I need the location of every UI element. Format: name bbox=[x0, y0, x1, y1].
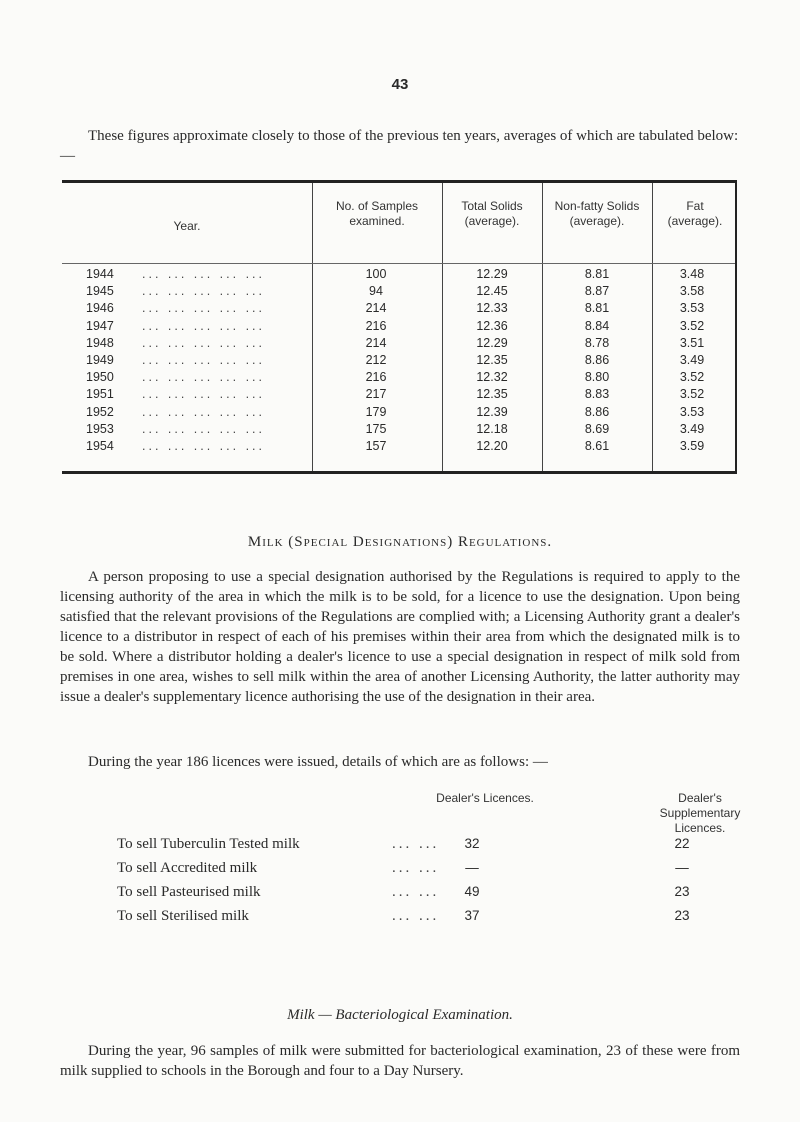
cell-nonfat: 8.69 bbox=[584, 421, 610, 436]
cell-samples: 100 bbox=[365, 267, 387, 281]
leader-dots: ... ... bbox=[392, 860, 440, 876]
licence-supplementary: 22 bbox=[674, 836, 690, 851]
licence-label: To sell Accredited milk bbox=[117, 860, 258, 876]
cell-year: 1944 bbox=[86, 267, 114, 281]
cell-fat: 3.59 bbox=[679, 439, 705, 453]
cell-total: 12.36 bbox=[476, 318, 508, 333]
header-fat: Fat (average). bbox=[667, 199, 723, 228]
cell-year: 1951 bbox=[86, 387, 114, 402]
cell-nonfat: 8.81 bbox=[584, 301, 610, 316]
cell-fat: 3.53 bbox=[679, 404, 705, 419]
table-row bbox=[62, 319, 735, 336]
cell-samples: 175 bbox=[365, 421, 387, 436]
licence-supplementary: 23 bbox=[674, 884, 690, 899]
leader-dots: ... ... ... ... ... bbox=[142, 370, 265, 385]
licence-supplementary: 23 bbox=[674, 908, 690, 923]
licence-row bbox=[117, 884, 717, 906]
cell-samples: 216 bbox=[365, 370, 387, 385]
cell-samples: 217 bbox=[365, 387, 387, 402]
cell-fat: 3.49 bbox=[679, 353, 705, 367]
cell-total: 12.32 bbox=[476, 370, 508, 385]
cell-total: 12.35 bbox=[476, 353, 508, 367]
licence-row bbox=[117, 860, 717, 882]
table-row bbox=[62, 439, 735, 456]
leader-dots: ... ... ... ... ... bbox=[142, 301, 265, 316]
header-divider bbox=[62, 263, 735, 264]
table-row bbox=[62, 387, 735, 404]
cell-samples: 214 bbox=[365, 301, 387, 316]
header-total-solids: Total Solids (average). bbox=[461, 199, 523, 228]
cell-fat: 3.52 bbox=[679, 318, 705, 333]
milk-averages-table bbox=[62, 180, 737, 474]
cell-total: 12.45 bbox=[476, 284, 508, 299]
header-year: Year. bbox=[173, 219, 201, 233]
table-row bbox=[62, 336, 735, 353]
cell-year: 1947 bbox=[86, 318, 114, 333]
leader-dots: ... ... ... ... ... bbox=[142, 284, 265, 299]
table-row bbox=[62, 422, 735, 439]
leader-dots: ... ... ... ... ... bbox=[142, 335, 265, 350]
regulations-paragraph: A person proposing to use a special designation authorised by the Regulations is required to apply to the licensing authority of the area in which the milk is to be sold, for a licence to use the designation. Upon being satisfied that the relevant provisions of the Regulations are complied with; a Licensing Authority grant a dealer's licence to a distributor in respect of each of his premises within their area from which the designated milk is to be sold. Where a distributor holding a dealer's licence to use a special designation in respect of milk sold from premises in one area, wishes to sell milk within the area of another Licensing Authority, the latter authority may issue a dealer's supplementary licence authorising the use of the designation in their area. bbox=[60, 569, 740, 705]
header-supplementary-licences: Dealer's Supplementary Licences. bbox=[659, 791, 741, 835]
cell-total: 12.29 bbox=[476, 267, 508, 281]
header-dealers-licences: Dealer's Licences. bbox=[436, 791, 534, 805]
leader-dots: ... ... ... ... ... bbox=[142, 353, 265, 367]
cell-year: 1953 bbox=[86, 421, 114, 436]
cell-fat: 3.58 bbox=[679, 284, 705, 299]
table-row bbox=[62, 353, 735, 370]
licence-row bbox=[117, 836, 717, 858]
cell-total: 12.18 bbox=[476, 421, 508, 436]
cell-nonfat: 8.86 bbox=[584, 353, 610, 367]
licence-dealer: — bbox=[465, 860, 479, 875]
licences-intro-paragraph: During the year 186 licences were issued, details of which are as follows: — bbox=[88, 754, 548, 770]
cell-samples: 179 bbox=[365, 404, 387, 419]
cell-fat: 3.52 bbox=[679, 387, 705, 402]
licence-label: To sell Tuberculin Tested milk bbox=[117, 836, 300, 852]
intro-paragraph: These figures approximate closely to those of the previous ten years, averages of which are tabulated below: — bbox=[60, 128, 739, 164]
cell-nonfat: 8.61 bbox=[584, 439, 610, 453]
licence-label: To sell Pasteurised milk bbox=[117, 884, 261, 900]
leader-dots: ... ... ... ... ... bbox=[142, 404, 265, 419]
leader-dots: ... ... bbox=[392, 884, 440, 900]
licence-dealer: 49 bbox=[464, 884, 480, 899]
cell-total: 12.39 bbox=[476, 404, 508, 419]
cell-samples: 157 bbox=[365, 439, 387, 453]
cell-total: 12.33 bbox=[476, 301, 508, 316]
cell-nonfat: 8.87 bbox=[584, 284, 610, 299]
table-row bbox=[62, 267, 735, 284]
cell-fat: 3.51 bbox=[679, 335, 705, 350]
leader-dots: ... ... ... ... ... bbox=[142, 421, 265, 436]
cell-nonfat: 8.80 bbox=[584, 370, 610, 385]
cell-samples: 214 bbox=[365, 335, 387, 350]
table-row bbox=[62, 370, 735, 387]
cell-year: 1946 bbox=[86, 301, 114, 316]
licence-dealer: 32 bbox=[464, 836, 480, 851]
leader-dots: ... ... bbox=[392, 908, 440, 924]
cell-year: 1952 bbox=[86, 404, 114, 419]
cell-fat: 3.53 bbox=[679, 301, 705, 316]
subtitle: Milk — Bacteriological Examination. bbox=[287, 1007, 513, 1023]
cell-samples: 94 bbox=[369, 284, 383, 299]
cell-nonfat: 8.86 bbox=[584, 404, 610, 419]
cell-fat: 3.48 bbox=[679, 267, 705, 281]
leader-dots: ... ... ... ... ... bbox=[142, 267, 265, 281]
cell-samples: 216 bbox=[365, 318, 387, 333]
cell-fat: 3.49 bbox=[679, 421, 705, 436]
cell-nonfat: 8.83 bbox=[584, 387, 610, 402]
licence-row bbox=[117, 908, 717, 930]
cell-nonfat: 8.84 bbox=[584, 318, 610, 333]
cell-year: 1945 bbox=[86, 284, 114, 299]
cell-samples: 212 bbox=[365, 353, 387, 367]
licence-label: To sell Sterilised milk bbox=[117, 908, 249, 924]
cell-year: 1954 bbox=[86, 439, 114, 453]
cell-nonfat: 8.78 bbox=[584, 335, 610, 350]
page-number: 43 bbox=[391, 76, 409, 93]
cell-total: 12.29 bbox=[476, 335, 508, 350]
leader-dots: ... ... bbox=[392, 836, 440, 852]
section-title: Milk (Special Designations) Regulations. bbox=[247, 534, 553, 550]
licence-supplementary: — bbox=[675, 860, 689, 875]
header-samples: No. of Samples examined. bbox=[335, 199, 419, 228]
cell-year: 1948 bbox=[86, 335, 114, 350]
table-row bbox=[62, 284, 735, 301]
leader-dots: ... ... ... ... ... bbox=[142, 387, 265, 402]
header-non-fatty-solids: Non-fatty Solids (average). bbox=[554, 199, 640, 228]
cell-year: 1949 bbox=[86, 353, 114, 367]
cell-fat: 3.52 bbox=[679, 370, 705, 385]
leader-dots: ... ... ... ... ... bbox=[142, 318, 265, 333]
cell-nonfat: 8.81 bbox=[584, 267, 610, 281]
table-row bbox=[62, 405, 735, 422]
table-row bbox=[62, 301, 735, 318]
cell-total: 12.35 bbox=[476, 387, 508, 402]
licence-dealer: 37 bbox=[464, 908, 480, 923]
leader-dots: ... ... ... ... ... bbox=[142, 439, 265, 453]
bacteriological-paragraph: During the year, 96 samples of milk were submitted for bacteriological examination, 23 of these were from milk supplied to schools in the Borough and four to a Day Nursery. bbox=[60, 1043, 740, 1079]
cell-total: 12.20 bbox=[476, 439, 508, 453]
cell-year: 1950 bbox=[86, 370, 114, 385]
